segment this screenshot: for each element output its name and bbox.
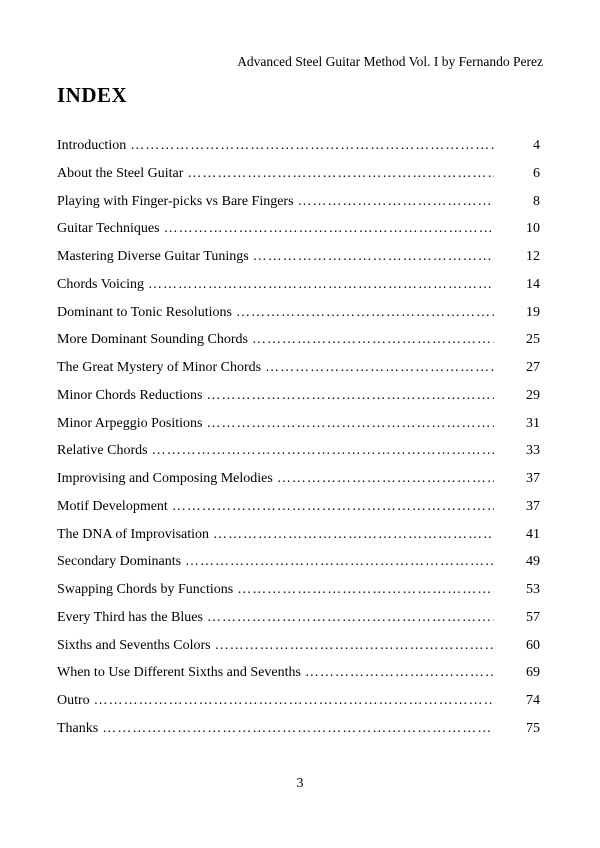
toc-row — [57, 554, 543, 582]
page-content — [57, 0, 543, 848]
toc-page-number: 6 — [533, 165, 540, 181]
toc-row — [57, 277, 543, 305]
toc-row — [57, 305, 543, 333]
toc-dot-leader — [185, 554, 494, 570]
toc-dot-leader — [277, 471, 494, 487]
toc-entry-label: Relative Chords — [57, 443, 148, 459]
toc-page-number: 41 — [526, 526, 540, 542]
page-title: INDEX — [57, 83, 128, 107]
toc-row — [57, 665, 543, 693]
table-of-contents — [57, 138, 543, 749]
toc-row — [57, 471, 543, 499]
toc-entry-label: When to Use Different Sixths and Sevenths — [57, 665, 301, 681]
toc-entry-label: Thanks — [57, 720, 99, 736]
toc-page-number: 37 — [526, 471, 540, 486]
document-header: Advanced Steel Guitar Method Vol. I by Fernando Perez — [237, 54, 543, 69]
toc-dot-leader — [236, 305, 494, 321]
toc-entry-label: Secondary Dominants — [57, 554, 182, 570]
toc-page-number: 53 — [526, 582, 540, 597]
toc-dot-leader — [94, 693, 494, 709]
toc-row — [57, 693, 543, 721]
toc-page-number: 10 — [526, 221, 540, 237]
toc-dot-leader — [305, 665, 494, 681]
toc-entry-label: Chords Voicing — [57, 276, 144, 292]
toc-dot-leader — [102, 721, 494, 737]
toc-entry-label: Minor Chords Reductions — [57, 387, 203, 403]
toc-dot-leader — [172, 499, 494, 515]
toc-page-number: 25 — [526, 332, 540, 348]
toc-entry-label: Introduction — [57, 138, 127, 153]
toc-dot-leader — [252, 332, 494, 348]
toc-page-number: 57 — [526, 609, 540, 625]
toc-row — [57, 610, 543, 638]
toc-dot-leader — [148, 277, 494, 293]
toc-dot-leader — [152, 443, 494, 459]
toc-row — [57, 443, 543, 471]
footer-page-number: 3 — [296, 776, 304, 791]
toc-page-number: 8 — [533, 193, 540, 209]
toc-entry-label: Minor Arpeggio Positions — [57, 415, 203, 431]
toc-row — [57, 499, 543, 527]
toc-dot-leader — [130, 138, 494, 154]
toc-entry-label: Sixths and Sevenths Colors — [57, 637, 211, 653]
toc-dot-leader — [265, 360, 494, 376]
toc-row — [57, 221, 543, 249]
toc-page-number: 14 — [526, 276, 540, 292]
toc-entry-label: About the Steel Guitar — [57, 165, 184, 181]
toc-row — [57, 388, 543, 416]
toc-dot-leader — [237, 582, 494, 598]
toc-page-number: 4 — [533, 138, 540, 153]
toc-entry-label: Outro — [57, 693, 90, 708]
toc-dot-leader — [298, 194, 494, 210]
toc-page-number: 29 — [526, 387, 540, 403]
toc-entry-label: Every Third has the Blues — [57, 609, 203, 625]
toc-row — [57, 332, 543, 360]
toc-dot-leader — [253, 249, 494, 265]
toc-dot-leader — [215, 638, 494, 654]
toc-dot-leader — [213, 527, 494, 543]
toc-row — [57, 249, 543, 277]
toc-row — [57, 527, 543, 555]
toc-row — [57, 138, 543, 166]
toc-dot-leader — [164, 221, 494, 237]
toc-row — [57, 194, 543, 222]
toc-page-number: 33 — [526, 443, 540, 459]
toc-page-number: 27 — [526, 360, 540, 375]
toc-entry-label: Motif Development — [57, 498, 168, 514]
toc-page-number: 75 — [526, 720, 540, 736]
toc-page-number: 74 — [526, 693, 540, 708]
toc-row — [57, 360, 543, 388]
toc-page-number: 19 — [526, 304, 540, 320]
toc-row — [57, 721, 543, 749]
toc-dot-leader — [206, 388, 494, 404]
toc-entry-label: Dominant to Tonic Resolutions — [57, 304, 232, 320]
toc-row — [57, 638, 543, 666]
toc-entry-label: Improvising and Composing Melodies — [57, 471, 273, 486]
toc-page-number: 60 — [526, 637, 540, 653]
toc-page-number: 69 — [526, 665, 540, 681]
toc-page-number: 37 — [526, 498, 540, 514]
toc-row — [57, 416, 543, 444]
toc-entry-label: More Dominant Sounding Chords — [57, 332, 248, 348]
toc-page-number: 49 — [526, 554, 540, 570]
toc-dot-leader — [207, 610, 494, 626]
toc-entry-label: The Great Mystery of Minor Chords — [57, 360, 262, 375]
toc-page-number: 12 — [526, 249, 540, 264]
toc-entry-label: Mastering Diverse Guitar Tunings — [57, 249, 249, 264]
toc-entry-label: The DNA of Improvisation — [57, 526, 210, 542]
toc-row — [57, 582, 543, 610]
toc-entry-label: Playing with Finger-picks vs Bare Fingers — [57, 193, 294, 209]
toc-dot-leader — [206, 416, 494, 432]
toc-entry-label: Swapping Chords by Functions — [57, 582, 234, 597]
toc-dot-leader — [187, 166, 494, 182]
toc-entry-label: Guitar Techniques — [57, 221, 160, 237]
toc-row — [57, 166, 543, 194]
toc-page-number: 31 — [526, 415, 540, 431]
